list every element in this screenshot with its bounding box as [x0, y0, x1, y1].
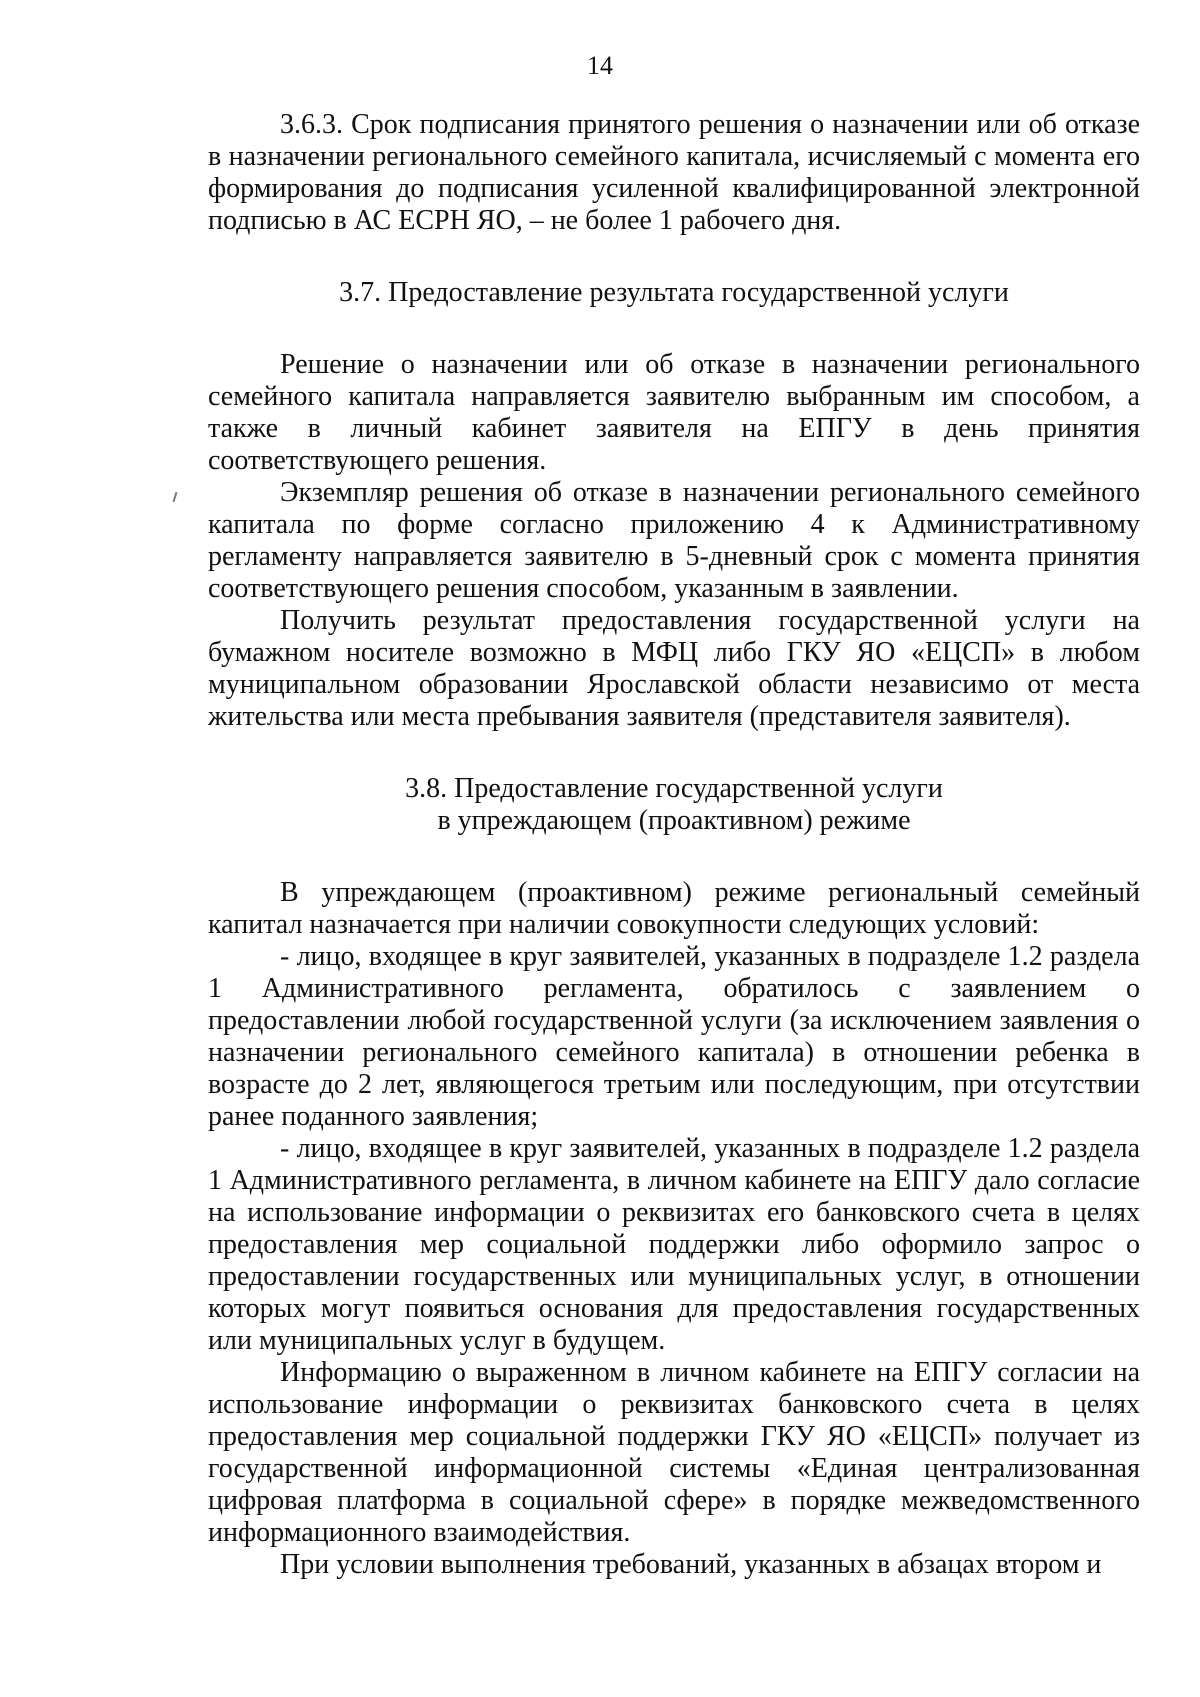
paragraph-3-8-5: При условии выполнения требований, указанных в абзацах втором и: [280, 1549, 1102, 1580]
section-title-3-8: [208, 773, 1140, 837]
paragraph-3-8-2: - лицо, входящее в круг заявителей, указанных в подразделе 1.2 раздела 1 Административного регламента, обратилось с заявлением о предоставлении любой государственной услуги (за исключением заявления о назначении регионального семейного капитала) в отношении ребенка в возрасте до 2 лет, являющегося третьим или последующим, при отсутствии ранее поданного заявления;: [208, 941, 1140, 1132]
paragraph-3-7-3: Получить результат предоставления государственной услуги на бумажном носителе возможно в МФЦ либо ГКУ ЯО «ЕЦСП» в любом муниципальном образовании Ярославской области независимо от места жительства или места пребывания заявителя (представителя заявителя).: [208, 605, 1140, 732]
paragraph-3-8-3: - лицо, входящее в круг заявителей, указанных в подразделе 1.2 раздела 1 Административного регламента, в личном кабинете на ЕПГУ дало согласие на использование информации о реквизитах его банковского счета в целях предоставления мер социальной поддержки либо оформило запрос о предоставлении государственных или муниципальных услуг, в отношении которых могут появиться основания для предоставления государственных или муниципальных услуг в будущем.: [208, 1133, 1140, 1356]
scan-mark: [173, 492, 178, 502]
page-number: 14: [587, 51, 613, 80]
section-title-3-8-line2: в упреждающем (проактивном) режиме: [437, 805, 911, 836]
paragraph-3-8-4: Информацию о выраженном в личном кабинете на ЕПГУ согласии на использование информации о реквизитах банковского счета в целях предоставления мер социальной поддержки ГКУ ЯО «ЕЦСП» получает из государственной информационной системы «Единая централизованная цифровая платформа в социальной сфере» в порядке межведомственного информационного взаимодействия.: [208, 1357, 1140, 1548]
section-title-3-8-line1: 3.8. Предоставление государственной услуги: [405, 773, 943, 804]
document-body: [208, 109, 1140, 1581]
paragraph-3-8-1: В упреждающем (проактивном) режиме региональный семейный капитал назначается при наличии совокупности следующих условий:: [208, 877, 1140, 940]
paragraph-3-6-3: 3.6.3. Срок подписания принятого решения о назначении или об отказе в назначении регионального семейного капитала, исчисляемый с момента его формирования до подписания усиленной квалифицированной электронной подписью в АС ЕСРН ЯО, – не более 1 рабочего дня.: [208, 109, 1140, 236]
paragraph-3-7-2: Экземпляр решения об отказе в назначении регионального семейного капитала по форме согласно приложению 4 к Административному регламенту направляется заявителю в 5-дневный срок с момента принятия соответствующего решения способом, указанным в заявлении.: [208, 477, 1140, 604]
section-title-3-7: 3.7. Предоставление результата государственной услуги: [339, 277, 1009, 308]
paragraph-3-7-1: Решение о назначении или об отказе в назначении регионального семейного капитала направляется заявителю выбранным им способом, а также в личный кабинет заявителя на ЕПГУ в день принятия соответствующего решения.: [208, 349, 1140, 476]
